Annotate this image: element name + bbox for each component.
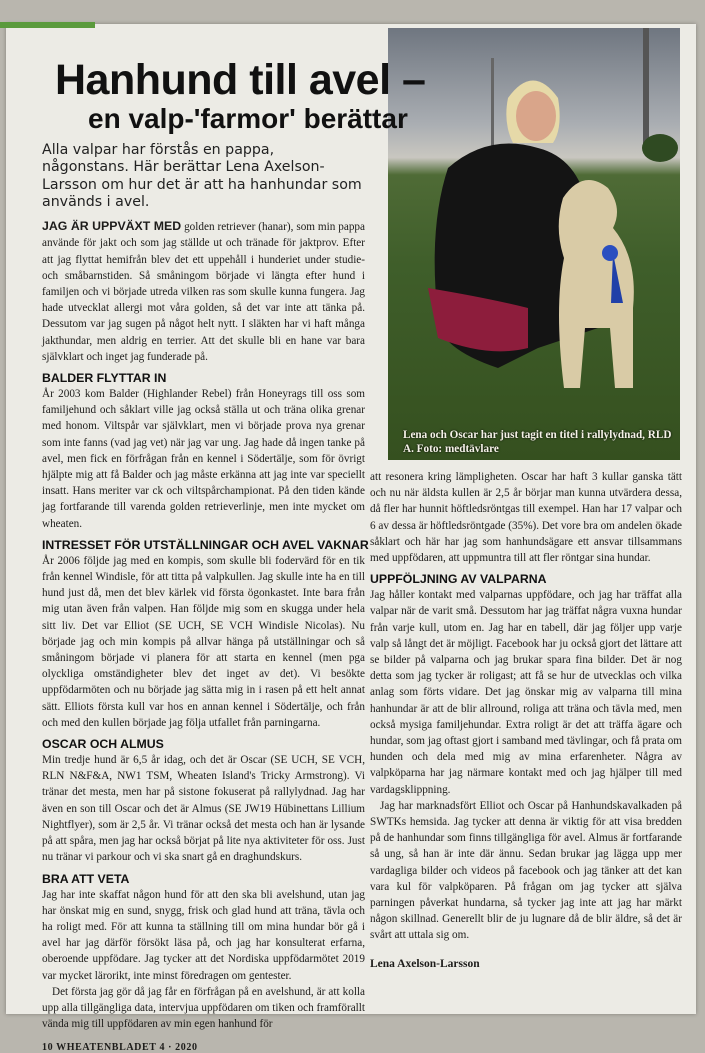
section-text-oscar: Min tredje hund är 6,5 år idag, och det är Oscar (SE UCH, SE VCH, RLN N&F&A, NW1 TSM, Wheaten Island's Tricky Armstrong). Vi tränar det mesta, men har på sistone fokuserat på rallylydnad. Jag har även en son till Oscar och det är Almus (SE JW19 Hübinettans Lillium Nightflyer), som är 2,5 år. Vi tränar också det mesta och han är lysande på att spåra, men jag har också börjat på lite nya aktiviteter för oss. Just nu tränar vi parkour och vi ska snart gå en draghundskurs. [42, 754, 365, 864]
person-face [516, 91, 556, 141]
article-title: Hanhund till avel – [55, 56, 426, 104]
section-heading-balder: BALDER FLYTTAR IN [42, 371, 167, 386]
right-column [370, 469, 682, 970]
left-column [42, 142, 369, 1053]
section-text-intresset: År 2006 följde jag med en kompis, som skulle bli fodervärd för en tik från kennel Windisle, för att titta på valpkullen. Jag skulle inte ha en till hund just då, men det blev kärlek vid första ögonkastet. Inte bara från mig utan även från valpen. Han följde mig som en skugga under hela sitt liv. Det var Elliot (SE UCH, SE VCH Windisle Nicolas). Nu började jag och min kompis på allvar hänga på utställningar och så småningom började vi planera för att starta en kennel (men pga olyckliga omständigheter blev det inget av det). Vi besökte uppfödarmöten och nu började jag sätta mig in i rasen på ett helt annat sätt. Elliots första kull var hos en annan kennel i Södertälje, och från och med den kullen började jag följa utfallet från parningarna. [42, 554, 365, 729]
article-lead: Alla valpar har förstås en pappa, någonstans. Här berättar Lena Axelson-Larsson om hur det är att ha hanhundar som används i avel. [42, 142, 362, 210]
paragraph: Jag håller kontakt med valparnas uppfödare, och jag har träffat alla valpar när de varit små. Dessutom har jag träffat några vuxna hundar från varje kull, utom en. Jag har en tabell, där jag följer upp varje valp så långt det är möjligt. Facebook har ju också gjort det lättare att se bilder på valparna och jag brukar spara fina bilder. Det är nog detta som jag tycker är roligast; att få se hur de utvecklas och vilka anlag som förts vidare. Det jag önskar mig av valparna till mina hanhundar är att de blir allround, roliga att träna och tävla med, men också mysiga familjehundar. Extra roligt är det att träffa ägare och hundar, som jag oftast gjort i samband med tävlingar, och få prata om hunden och dela med mig av mina erfarenheter. Några av valpköparna har jag närmare kontakt med och jag hjälper till med vardagsklippning. [370, 589, 682, 796]
paragraph: Det första jag gör då jag får en förfrågan på en avelshund, är att kolla upp alla tillgängliga data, intervjua uppfödaren om tiken och framförallt vända mig till uppfödaren av min egen hanhund för [42, 985, 365, 1031]
continuation-paragraph: att resonera kring lämpligheten. Oscar har haft 3 kullar ganska tätt och nu när äldsta kullen är 2,5 år börjar man kunna utvärdera dessa, då fler har hunnit höftledsröntgas till exempel. Han har 17 valpar och 6 av dessa är höftledsröntgade (35%). Det vore bra om andelen ökade såklart och här har jag som hanhundsägare ett ansvar tillsammans med uppfödaren, att uppmuntra till att fler röntgar sina hundar. [370, 471, 682, 565]
section-text-uppfoljning [370, 587, 682, 943]
intro-paragraph [42, 219, 365, 365]
article-subtitle: en valp-'farmor' berättar [88, 103, 408, 134]
section-heading-uppfoljning: UPPFÖLJNING AV VALPARNA [370, 572, 547, 587]
page-footer: 10 WHEATENBLADET 4 · 2020 [42, 1042, 198, 1053]
rosette [602, 245, 618, 261]
section-text-bra-att-veta [42, 887, 365, 1033]
paragraph: Jag har inte skaffat någon hund för att den ska bli avelshund, utan jag har önskat mig en sund, snygg, frisk och glad hund att träna, tävla och ha roligt med. För att kunna ta ställning till om mina hundar bör gå i avel har jag därför försökt läsa på, och jag har konsulterat erfarna, oberoende uppfödare. Jag tycker att det Nordiska uppfödarmötet 2019 var mycket lärorikt, inte minst föredragen om gentester. [42, 888, 365, 982]
section-heading-bra-att-veta: BRA ATT VETA [42, 871, 130, 886]
article-photo [388, 28, 680, 460]
tree [642, 134, 678, 162]
paragraph: Jag har marknadsfört Elliot och Oscar på Hanhundskavalkaden på SWTKs hemsida. Jag tycker att denna är viktig för att visa bredden på de hanhundar som finns tillgängliga för avel. Almus är fortfarande så ung, så han är inte där ännu. Sedan brukar jag lägga upp mer vardagliga bilder och videos på facebook och jag tänker att det kan vara kul för valpköparen. På frågan om jag tycker att själva parningen påverkat hundarna, så tycker jag inte att jag har märkt någon skillnad. Generellt blir de ju lugnare då de blir äldre, så det är svårt att uttala sig om. [370, 799, 682, 942]
mast [643, 28, 649, 148]
section-heading-intresset: INTRESSET FÖR UTSTÄLLNINGAR OCH AVEL VAKNAR [42, 537, 369, 552]
section-heading-oscar: OSCAR OCH ALMUS [42, 737, 164, 752]
intro-text: golden retriever (hanar), som min pappa använde för jakt och som jag ställde ut och tränade för jaktprov. Efter att jag flyttat hemifrån blev det ett uppehåll i hunderiet under studie- och småbarnstiden. Så småningom började vi längta efter hund i familjen och vi började utreda vilken ras som skulle kunna fungera. Jag hade utvecklat allergi mot våra golden, så det var inte att tänka på. Dessutom var jag sugen på något helt nytt. I släkten har vi haft många jakthundar, men aldrig en terrier. Att det skulle bli en hane var bara självklart och inget jag funderade på. [42, 221, 365, 363]
photo-illustration [388, 28, 680, 460]
photo-caption: Lena och Oscar har just tagit en titel i rallylydnad, RLD A. Foto: medtävlare [403, 429, 672, 455]
previous-page-edge [0, 22, 95, 28]
dog [559, 180, 634, 388]
intro-leadin: JAG ÄR UPPVÄXT MED [42, 219, 182, 234]
author-signature: Lena Axelson-Larsson [370, 957, 480, 970]
mast [491, 58, 494, 148]
section-text-balder: År 2003 kom Balder (Highlander Rebel) från Honeyrags till oss som familjehund och såklart ville jag också ställa ut och träna olika grenar med honom. Viltspår var självklart, men vi började prova nya grenar som inte fanns (vad jag vet) när jag var ung. Jag hade då ingen tanke på avel, men fick en förfrågan från en kennel i Södertälje, som för övrigt hjälpte mig att få Balder och jag måste erkänna att jag inte var speciellt insatt. Hans meriter var ck och viltspårchampionat. På den tiden kände jag fortfarande till varenda golden retrieverlinje, men inte mycket om wheaten. [42, 388, 365, 530]
